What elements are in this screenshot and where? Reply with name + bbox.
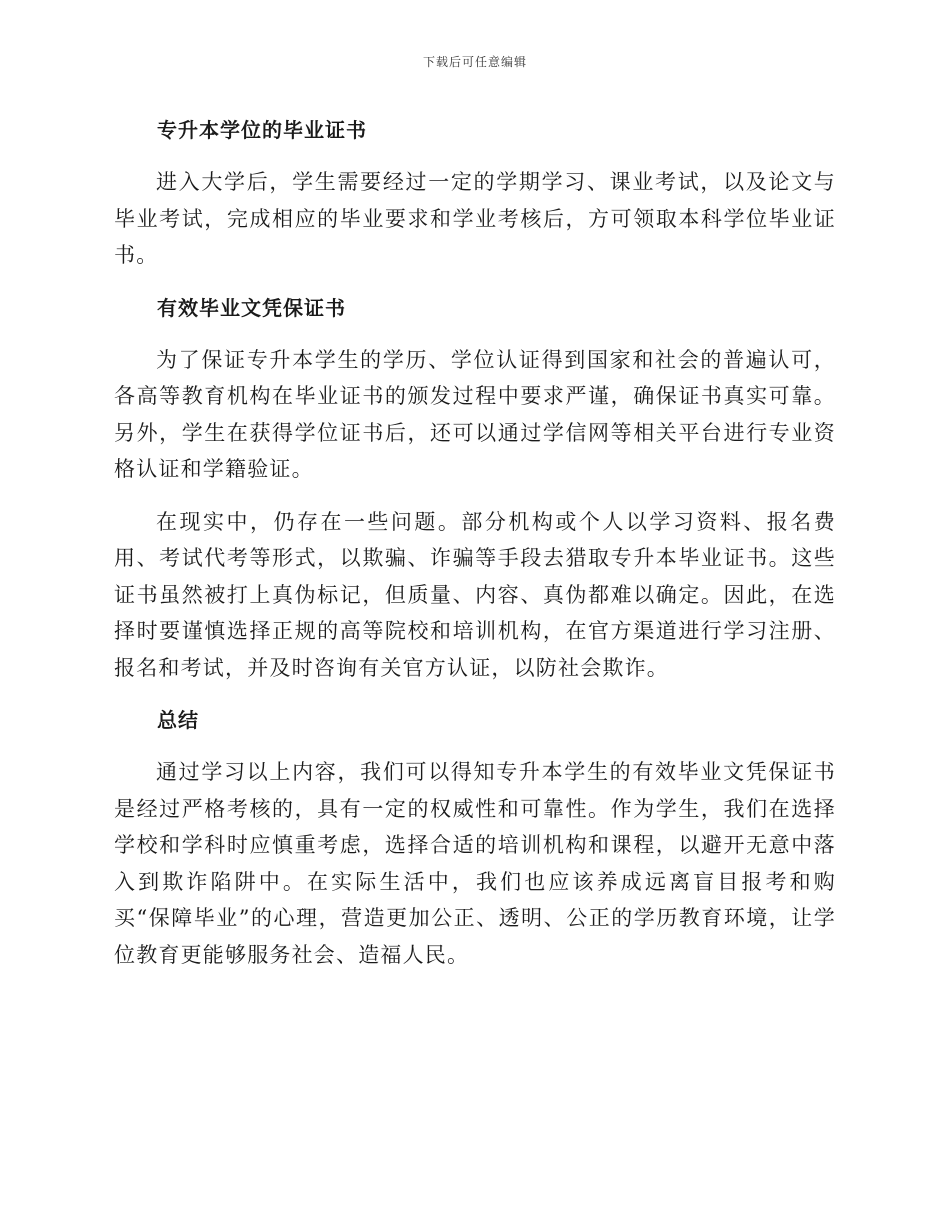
section-heading-valid-diploma: 有效毕业文凭保证书 [157, 295, 346, 320]
section-heading-degree-certificate: 专升本学位的毕业证书 [157, 118, 367, 142]
section-heading-summary: 总结 [157, 708, 199, 732]
paragraph-valid-diploma-1: 为了保证专升本学生的学历、学位认证得到国家和社会的普遍认可，各高等教育机构在毕业证书的颁发过程中要求严谨，确保证书真实可靠。另外，学生在获得学位证书后，还可以通过学信网等相关平台进行专业资格认证和学籍验证。 [114, 347, 836, 481]
paragraph-degree-certificate: 进入大学后，学生需要经过一定的学期学习、课业考试，以及论文与毕业考试，完成相应的毕业要求和学业考核后，方可领取本科学位毕业证书。 [114, 170, 836, 267]
paragraph-summary: 通过学习以上内容，我们可以得知专升本学生的有效毕业文凭保证书是经过严格考核的，具有一定的权威性和可靠性。作为学生，我们在选择学校和学科时应慎重考虑，选择合适的培训机构和课程，以避开无意中落入到欺诈陷阱中。在实际生活中，我们也应该养成远离盲目报考和购买“保障毕业”的心理，营造更加公正、透明、公正的学历教育环境，让学位教育更能够服务社会、造福人民。 [114, 760, 836, 967]
paragraph-valid-diploma-2: 在现实中，仍存在一些问题。部分机构或个人以学习资料、报名费用、考试代考等形式，以欺骗、诈骗等手段去猎取专升本毕业证书。这些证书虽然被打上真伪标记，但质量、内容、真伪都难以确定。因此，在选择时要谨慎选择正规的高等院校和培训机构，在官方渠道进行学习注册、报名和考试，并及时咨询有关官方认证，以防社会欺诈。 [114, 509, 836, 680]
page-header: 下载后可任意编辑 [422, 55, 527, 69]
document-body [114, 112, 836, 973]
